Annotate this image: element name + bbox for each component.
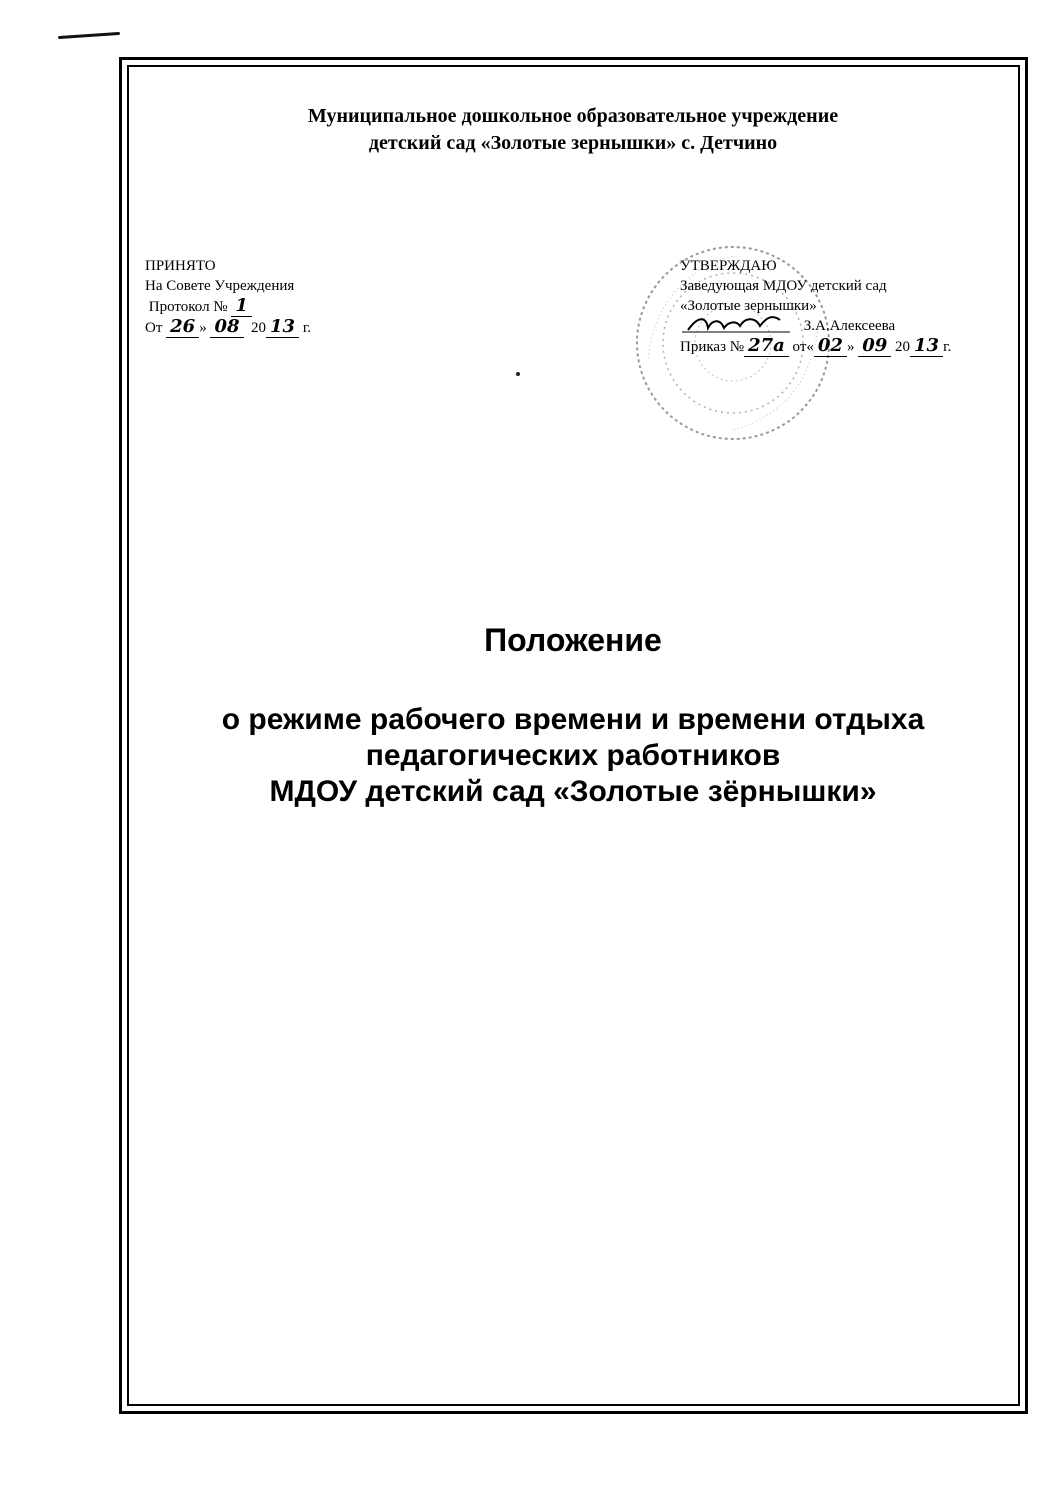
approved-day: 02 [814, 335, 847, 357]
approved-heading: УТВЕРЖДАЮ [680, 258, 777, 274]
document-title: Положение [484, 622, 662, 658]
subtitle-line-2: педагогических работников [365, 739, 781, 772]
protocol-label: Протокол № [148, 299, 228, 315]
institution-line-1: Муниципальное дошкольное образовательное учреждение [307, 105, 839, 127]
accepted-body: На Совете Учреждения [145, 278, 295, 294]
accepted-date: От 26 » 08 20 13 г. [145, 316, 312, 337]
order-number: 27а [744, 335, 789, 357]
accepted-year-suffix: 13 [266, 316, 299, 338]
accepted-year-end: г. [302, 320, 312, 336]
institution-line-2: детский сад «Золотые зернышки» с. Детчино [368, 132, 778, 154]
approved-year-suffix: 13 [910, 335, 943, 357]
subtitle-line-3: МДОУ детский сад «Золотые зёрнышки» [269, 775, 877, 808]
accepted-day: 26 [166, 316, 199, 338]
handwritten-signature [680, 318, 800, 336]
document-title-block [140, 620, 1006, 810]
approved-block [680, 256, 951, 357]
approved-year-end: г. [943, 339, 952, 355]
approved-signature-line [680, 316, 951, 336]
approved-month: 09 [858, 335, 891, 357]
scan-dot [516, 372, 520, 376]
institution-header [140, 103, 1006, 157]
accepted-year-prefix: 20 [251, 320, 267, 336]
approved-date-prefix: от« [792, 339, 814, 355]
document-subtitle [140, 702, 1006, 810]
subtitle-line-1: о режиме рабочего времени и времени отдыха [221, 703, 925, 736]
accepted-date-prefix: От [145, 320, 163, 336]
approved-order: Приказ № 27а от« 02 » 09 20 13 г. [680, 335, 952, 356]
approved-position: Заведующая МДОУ детский сад [680, 278, 887, 294]
accepted-month: 08 [210, 316, 243, 338]
accepted-block [145, 256, 311, 338]
scan-artifact [58, 32, 120, 39]
protocol-number: 1 [231, 295, 252, 317]
approved-org: «Золотые зернышки» [680, 298, 817, 314]
accepted-heading: ПРИНЯТО [145, 258, 216, 274]
approved-year-prefix: 20 [895, 339, 911, 355]
approved-signatory: З.А.Алексеева [803, 318, 896, 334]
order-label: Приказ № [680, 339, 745, 355]
accepted-protocol [145, 296, 311, 317]
